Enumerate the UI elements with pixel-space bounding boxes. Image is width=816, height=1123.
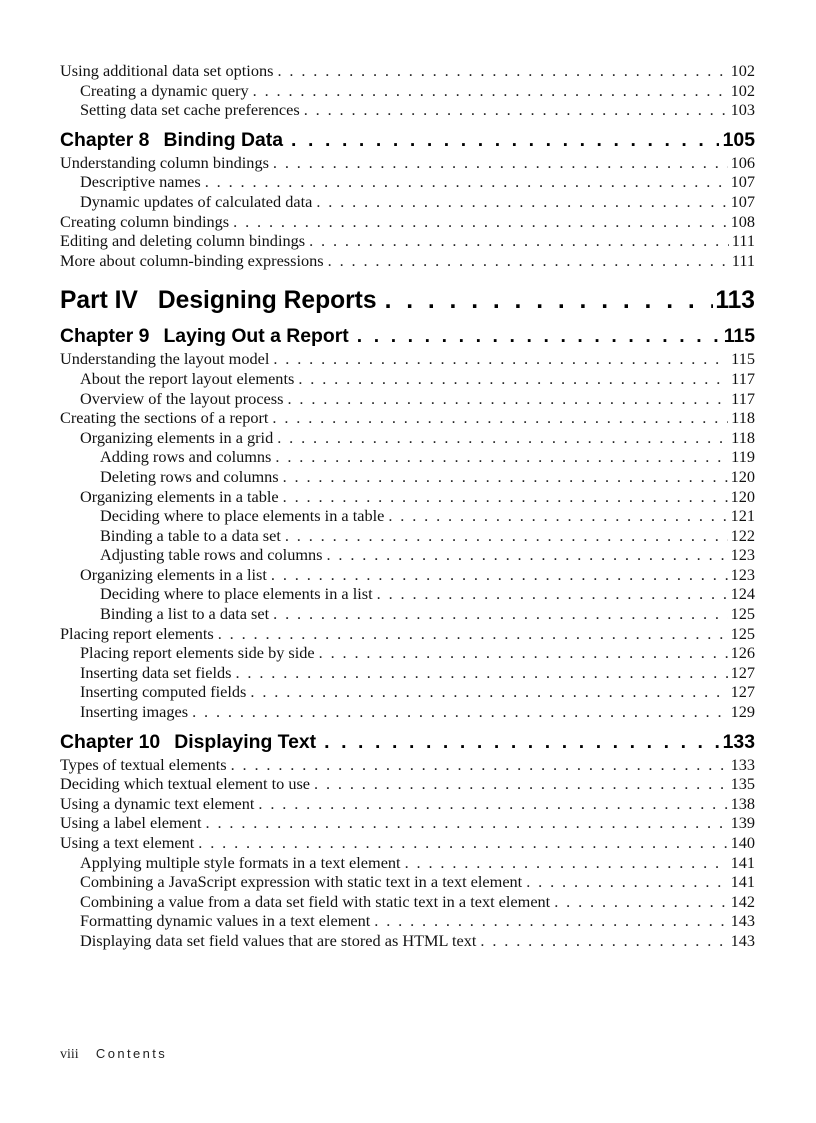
toc-heading-number: Chapter 9: [60, 325, 150, 348]
toc-page-number: 121: [730, 506, 755, 526]
toc-page-number: 125: [730, 604, 755, 624]
toc-title: Using a label element: [60, 813, 202, 833]
toc-title: Laying Out a Report: [163, 325, 349, 348]
toc-title: Understanding column bindings: [60, 152, 269, 172]
toc-entry[interactable]: [60, 892, 755, 912]
toc-title: Organizing elements in a list: [80, 564, 267, 584]
toc-page-number: 123: [730, 545, 755, 565]
toc-title: Using additional data set options: [60, 61, 274, 80]
toc-entry[interactable]: [60, 487, 755, 507]
toc-title: Binding a list to a data set: [100, 604, 270, 624]
toc-dot-leader: [273, 349, 728, 369]
toc-title: Formatting dynamic values in a text element: [80, 911, 371, 931]
toc-title: Editing and deleting column bindings: [60, 231, 306, 251]
toc-page-number: 115: [723, 325, 755, 348]
toc-dot-leader: [405, 853, 728, 873]
toc-dot-leader: [271, 565, 728, 585]
toc-entry[interactable]: [60, 212, 755, 232]
toc-page-number: 133: [730, 754, 755, 774]
toc-heading-number: Chapter 10: [60, 730, 161, 753]
toc-title: Setting data set cache preferences: [80, 100, 300, 120]
toc-dot-leader: [253, 81, 728, 101]
toc-title: Combining a value from a data set field with static text in a text element: [80, 891, 551, 911]
toc-title: Adding rows and columns: [100, 447, 272, 467]
toc-part-heading[interactable]: [60, 286, 755, 316]
toc-entry[interactable]: [60, 833, 755, 853]
toc-dot-leader: [283, 467, 728, 487]
toc-title: Understanding the layout model: [60, 349, 270, 369]
toc-entry[interactable]: [60, 872, 755, 892]
toc-dot-leader: [233, 212, 727, 232]
toc-dot-leader: [326, 545, 727, 565]
toc-title: Using a dynamic text element: [60, 793, 255, 813]
toc-entry[interactable]: [60, 755, 755, 775]
toc-entry[interactable]: [60, 251, 755, 271]
toc-page-number: 105: [722, 128, 755, 151]
toc-title: Placing report elements side by side: [80, 643, 315, 663]
toc-entry[interactable]: [60, 467, 755, 487]
toc-page-number: 111: [731, 250, 755, 270]
toc-entry[interactable]: [60, 408, 755, 428]
toc-dot-leader: [273, 604, 727, 624]
toc-entry[interactable]: [60, 624, 755, 644]
toc-entry[interactable]: [60, 774, 755, 794]
toc-title: Adjusting table rows and columns: [100, 545, 323, 565]
toc-page-number: 143: [730, 911, 755, 931]
toc-title: Binding a table to a data set: [100, 525, 281, 545]
toc-dot-leader: [328, 251, 729, 271]
table-of-contents: [60, 61, 755, 951]
toc-dot-leader: [298, 369, 728, 389]
toc-heading-number: Chapter 8: [60, 128, 150, 151]
toc-page-number: 108: [730, 211, 755, 231]
toc-page-number: 143: [730, 930, 755, 950]
toc-dot-leader: [258, 794, 727, 814]
toc-entry[interactable]: [60, 663, 755, 683]
toc-page-number: 119: [731, 447, 755, 467]
toc-title: Binding Data: [163, 128, 284, 151]
toc-dot-leader: [526, 872, 727, 892]
toc-title: Displaying data set field values that are stored as HTML text: [80, 930, 477, 950]
toc-entry[interactable]: [60, 61, 755, 81]
toc-dot-leader: [277, 428, 728, 448]
toc-dot-leader: [283, 487, 728, 507]
toc-page-number: 129: [730, 702, 755, 722]
toc-page-number: 140: [730, 833, 755, 852]
toc-dot-leader: [314, 774, 728, 794]
footer-section-label: Contents: [95, 1046, 168, 1061]
toc-entry[interactable]: [60, 231, 755, 251]
toc-entry[interactable]: [60, 153, 755, 173]
toc-entry[interactable]: [60, 100, 755, 120]
toc-page-number: 124: [730, 584, 755, 604]
toc-page-number: 102: [730, 61, 755, 80]
toc-title: Displaying Text: [174, 730, 317, 753]
toc-page-number: 141: [730, 872, 755, 892]
toc-chapter-heading[interactable]: [60, 324, 755, 348]
toc-dot-leader: [357, 324, 720, 348]
toc-entry[interactable]: [60, 526, 755, 546]
toc-page-number: 127: [730, 662, 755, 682]
toc-title: Deciding which textual element to use: [60, 774, 311, 794]
toc-dot-leader: [198, 833, 727, 853]
toc-dot-leader: [250, 682, 727, 702]
toc-entry[interactable]: [60, 584, 755, 604]
toc-title: Descriptive names: [80, 172, 201, 192]
toc-entry[interactable]: [60, 81, 755, 101]
toc-page-number: 115: [731, 349, 755, 369]
toc-title: Creating a dynamic query: [80, 80, 249, 100]
toc-dot-leader: [319, 643, 728, 663]
toc-dot-leader: [231, 755, 728, 775]
toc-dot-leader: [316, 192, 727, 212]
toc-entry[interactable]: [60, 565, 755, 585]
toc-page-number: 118: [731, 408, 755, 428]
toc-page-number: 126: [730, 643, 755, 663]
toc-page-number: 107: [730, 172, 755, 192]
toc-page-number: 141: [730, 852, 755, 872]
toc-entry[interactable]: [60, 911, 755, 931]
toc-page-number: 122: [730, 525, 755, 545]
toc-page-number: 138: [730, 793, 755, 813]
toc-dot-leader: [206, 813, 728, 833]
toc-title: Creating column bindings: [60, 211, 230, 231]
toc-title: Deciding where to place elements in a table: [100, 506, 385, 526]
toc-dot-leader: [205, 172, 728, 192]
toc-entry[interactable]: [60, 682, 755, 702]
toc-page-number: 117: [731, 368, 755, 388]
toc-title: Organizing elements in a grid: [80, 427, 274, 447]
toc-entry[interactable]: [60, 604, 755, 624]
toc-page-number: 135: [730, 774, 755, 794]
footer-page-number: viii: [60, 1047, 79, 1062]
toc-title: Types of textual elements: [60, 754, 227, 774]
toc-entry[interactable]: [60, 931, 755, 951]
toc-entry[interactable]: [60, 428, 755, 448]
toc-dot-leader: [304, 100, 728, 120]
toc-page-number: 102: [730, 80, 755, 100]
toc-title: Organizing elements in a table: [80, 486, 279, 506]
toc-title: Using a text element: [60, 833, 195, 852]
toc-title: Creating the sections of a report: [60, 408, 269, 428]
toc-title: Inserting data set fields: [80, 662, 232, 682]
toc-heading-number: Part IV: [60, 287, 138, 315]
toc-dot-leader: [235, 663, 727, 683]
toc-dot-leader: [272, 408, 728, 428]
toc-dot-leader: [324, 730, 719, 754]
toc-entry[interactable]: [60, 172, 755, 192]
toc-page-number: 118: [731, 427, 755, 447]
toc-page-number: 117: [731, 388, 755, 408]
toc-entry[interactable]: [60, 702, 755, 722]
toc-page-number: 107: [730, 191, 755, 211]
toc-title: About the report layout elements: [80, 368, 295, 388]
toc-entry[interactable]: [60, 192, 755, 212]
toc-dot-leader: [218, 624, 728, 644]
toc-entry[interactable]: [60, 349, 755, 369]
toc-entry[interactable]: [60, 389, 755, 409]
toc-page-number: 125: [730, 623, 755, 643]
toc-dot-leader: [554, 892, 727, 912]
toc-page-number: 106: [730, 152, 755, 172]
toc-dot-leader: [277, 61, 727, 81]
toc-title: Placing report elements: [60, 623, 214, 643]
toc-page-number: 139: [730, 813, 755, 833]
toc-dot-leader: [377, 584, 728, 604]
toc-dot-leader: [291, 128, 719, 152]
toc-dot-leader: [285, 526, 728, 546]
toc-page-number: 120: [730, 466, 755, 486]
toc-dot-leader: [480, 931, 727, 951]
toc-page-number: 120: [730, 486, 755, 506]
page-footer: [60, 1046, 167, 1063]
toc-title: Deciding where to place elements in a list: [100, 584, 373, 604]
toc-title: Applying multiple style formats in a text element: [80, 852, 401, 872]
toc-page-number: 133: [722, 730, 755, 753]
toc-chapter-heading[interactable]: [60, 730, 755, 754]
toc-title: Inserting images: [80, 702, 189, 722]
toc-dot-leader: [273, 153, 728, 173]
toc-title: Dynamic updates of calculated data: [80, 191, 313, 211]
toc-title: More about column-binding expressions: [60, 250, 324, 270]
toc-entry[interactable]: [60, 545, 755, 565]
toc-dot-leader: [374, 911, 727, 931]
toc-page-number: 103: [730, 100, 755, 120]
toc-page-number: 113: [715, 287, 755, 315]
toc-entry[interactable]: [60, 447, 755, 467]
toc-title: Overview of the layout process: [80, 388, 284, 408]
toc-entry[interactable]: [60, 506, 755, 526]
toc-chapter-heading[interactable]: [60, 128, 755, 152]
toc-dot-leader: [309, 231, 729, 251]
toc-page-number: 111: [731, 231, 755, 251]
toc-dot-leader: [287, 389, 728, 409]
toc-dot-leader: [275, 447, 728, 467]
toc-page-number: 127: [730, 682, 755, 702]
toc-entry[interactable]: [60, 369, 755, 389]
toc-title: Deleting rows and columns: [100, 466, 279, 486]
toc-entry[interactable]: [60, 643, 755, 663]
toc-entry[interactable]: [60, 813, 755, 833]
toc-dot-leader: [388, 506, 727, 526]
toc-entry[interactable]: [60, 853, 755, 873]
toc-page-number: 123: [730, 564, 755, 584]
toc-dot-leader: [385, 286, 714, 316]
toc-page-number: 142: [730, 891, 755, 911]
toc-title: Combining a JavaScript expression with static text in a text element: [80, 872, 523, 892]
toc-entry[interactable]: [60, 794, 755, 814]
toc-title: Inserting computed fields: [80, 682, 247, 702]
toc-dot-leader: [192, 702, 728, 722]
toc-title: Designing Reports: [157, 287, 377, 315]
